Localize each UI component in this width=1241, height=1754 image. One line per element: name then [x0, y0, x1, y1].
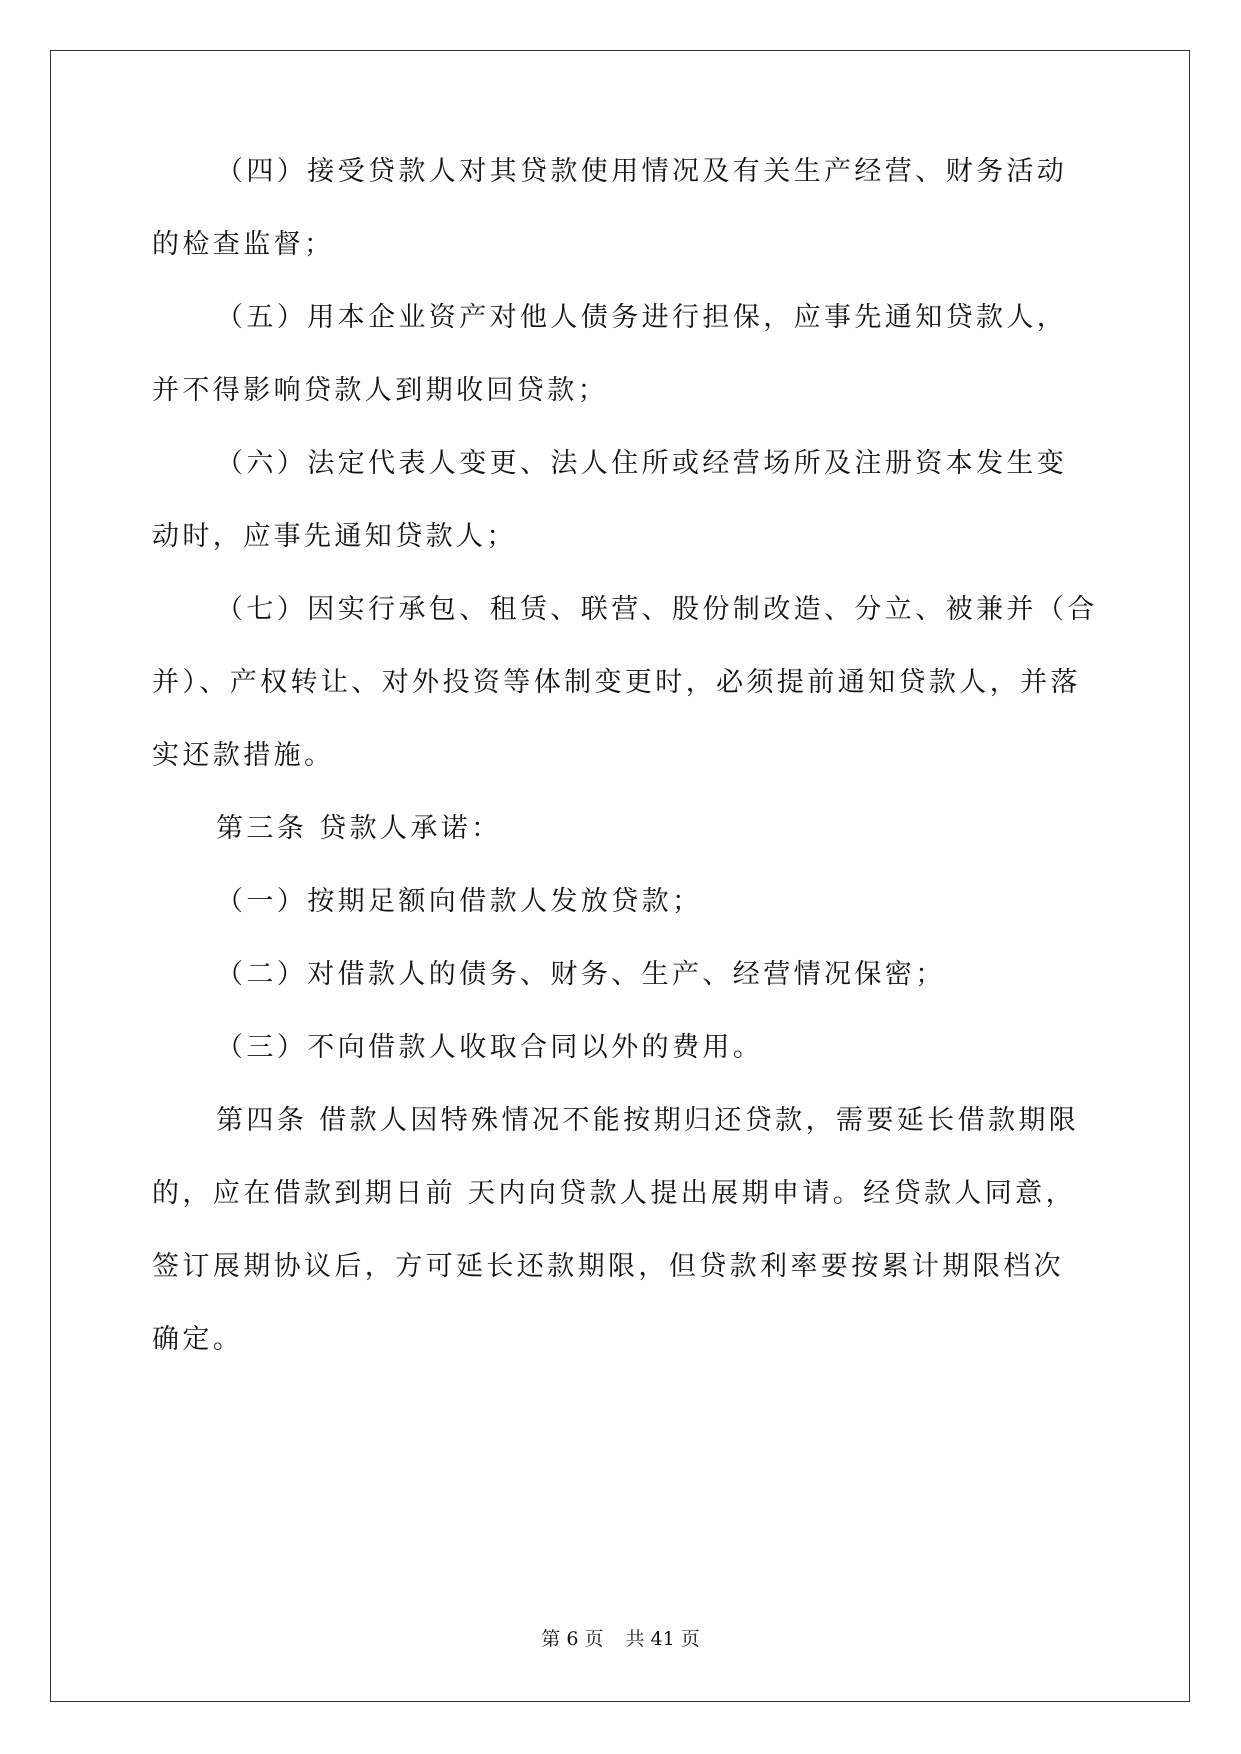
paragraph-line: （五）用本企业资产对他人债务进行担保，应事先通知贷款人，	[216, 302, 1068, 333]
paragraph-line: 的检查监督；	[152, 229, 335, 260]
paragraph-line: （七）因实行承包、租赁、联营、股份制改造、分立、被兼并（合	[216, 594, 1098, 625]
page-footer	[0, 1627, 1241, 1651]
paragraph-line: （六）法定代表人变更、法人住所或经营场所及注册资本发生变	[216, 448, 1068, 479]
paragraph-line: 并不得影响贷款人到期收回贷款；	[152, 375, 608, 406]
paragraph-line: 并）、产权转让、对外投资等体制变更时，必须提前通知贷款人，并落	[152, 667, 1081, 698]
paragraph-line: 动时，应事先通知贷款人；	[152, 521, 517, 552]
paragraph-line: 确定。	[152, 1324, 244, 1355]
paragraph-line: 签订展期协议后，方可延长还款期限，但贷款利率要按累计期限档次	[152, 1251, 1064, 1282]
paragraph-line: 实还款措施。	[152, 740, 335, 771]
paragraph-line: 的，应在借款到期日前 天内向贷款人提出展期申请。经贷款人同意，	[152, 1178, 1076, 1209]
page-number: 第 6 页	[541, 1628, 604, 1650]
page-total: 共 41 页	[625, 1628, 700, 1650]
paragraph-line: 第四条 借款人因特殊情况不能按期归还贷款，需要延长借款期限	[216, 1105, 1080, 1136]
paragraph-line: （三）不向借款人收取合同以外的费用。	[216, 1032, 764, 1063]
paragraph-line: （一）按期足额向借款人发放贷款；	[216, 886, 703, 917]
paragraph-line: （二）对借款人的债务、财务、生产、经营情况保密；	[216, 959, 946, 990]
article-heading: 第三条 贷款人承诺：	[216, 813, 502, 844]
paragraph-line: （四）接受贷款人对其贷款使用情况及有关生产经营、财务活动	[216, 156, 1068, 187]
